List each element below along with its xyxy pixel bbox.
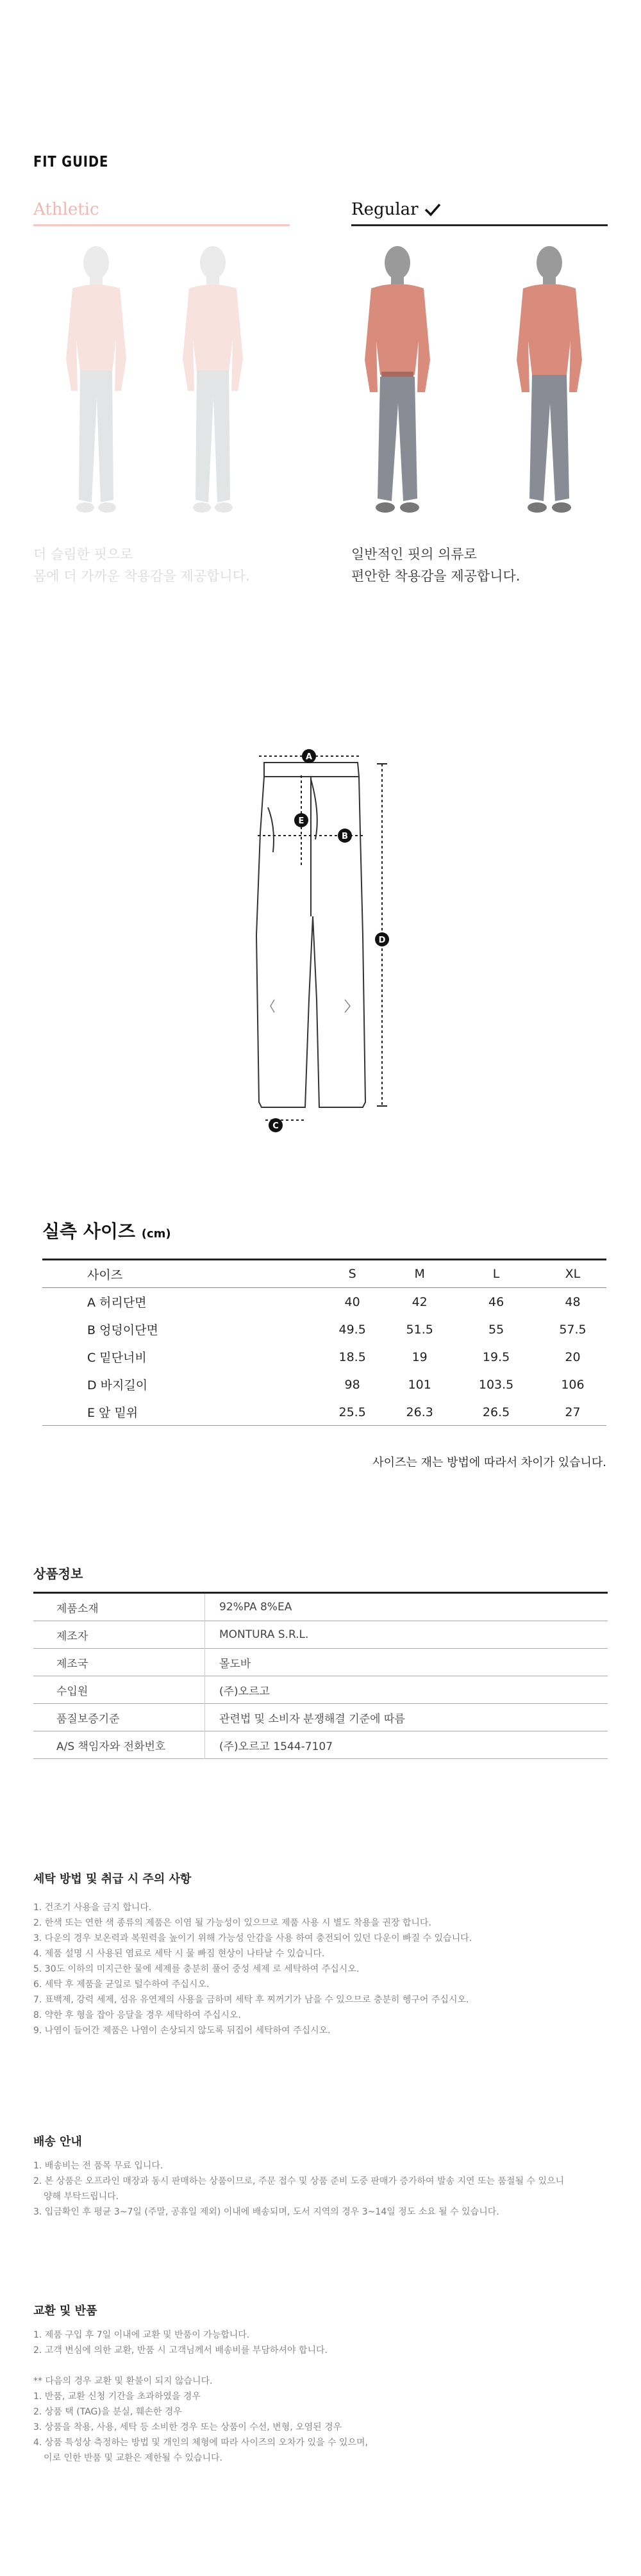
size-header-cell: XL (539, 1260, 606, 1288)
size-header-cell: M (386, 1260, 453, 1288)
list-item: 7. 표백제, 강력 세제, 섬유 유연제의 사용을 금하며 세탁 후 찌꺼기가 남을 수 있으므로 충분히 헹구어 주십시오. (33, 1995, 469, 2005)
info-value: MONTURA S.R.L. (205, 1621, 608, 1649)
pants-measurement-diagram (237, 743, 410, 1147)
list-item: 5. 30도 이하의 미지근한 물에 세제를 충분히 풀어 중성 세제 로 세탁하여 주십시오. (33, 1964, 360, 1974)
list-item: 2. 한색 또는 연한 색 종류의 제품은 이염 될 가능성이 있으므로 제품 사용 시 별도 착용을 권장 합니다. (33, 1918, 431, 1928)
list-item: 2. 고객 변심에 의한 교환, 반품 시 고객님께서 배송비를 부담하셔야 합니다. (33, 2345, 328, 2356)
athletic-description (33, 543, 250, 587)
info-key: 수입원 (56, 1685, 88, 1698)
table-row (42, 1288, 606, 1316)
list-item: 1. 건조기 사용을 금지 합니다. (33, 1903, 152, 1913)
info-key: 제조국 (56, 1657, 88, 1671)
size-cell: 19.5 (482, 1350, 510, 1364)
info-value: 관련법 및 소비자 분쟁해결 기준에 따름 (205, 1704, 608, 1731)
size-header-cell: 사이즈 (42, 1260, 319, 1288)
size-cell: 49.5 (338, 1322, 366, 1337)
product-info-table (33, 1592, 608, 1759)
size-cell: 18.5 (338, 1350, 366, 1364)
info-value: 92%PA 8%EA (205, 1593, 608, 1621)
table-row (42, 1398, 606, 1426)
list-item: 3. 상품을 착용, 사용, 세탁 등 소비한 경우 또는 상품이 수선, 변형, 오염된 경우 (33, 2422, 342, 2432)
size-cell: 26.5 (453, 1398, 539, 1426)
size-cell: 20 (565, 1350, 581, 1364)
list-item: 2. 상품 택 (TAG)을 분실, 훼손한 경우 (33, 2407, 182, 2417)
size-cell: D 바지길이 (87, 1378, 148, 1392)
table-row (33, 1676, 608, 1704)
list-item: 8. 약한 후 형을 잡아 응달을 경우 세탁하여 주십시오. (33, 2010, 241, 2020)
exchange-list (33, 2327, 368, 2466)
table-row (33, 1731, 608, 1759)
size-cell: 25.5 (319, 1398, 386, 1426)
list-item: 1. 제품 구입 후 7일 이내에 교환 및 반품이 가능합니다. (33, 2330, 250, 2340)
athletic-label: Athletic (33, 200, 99, 219)
list-item: 3. 입금확인 후 평균 3~7일 (주말, 공휴일 제외) 이내에 배송되며, 도서 지역의 경우 3~14일 정도 소요 될 수 있습니다. (33, 2207, 499, 2217)
size-cell: 106 (561, 1377, 585, 1392)
size-unit: (cm) (141, 1227, 171, 1241)
checkmark-icon (424, 202, 442, 217)
regular-figure-front (356, 244, 439, 519)
regular-label: Regular (351, 200, 419, 219)
fit-guide-title: FIT GUIDE (33, 154, 109, 170)
table-row (42, 1343, 606, 1371)
size-cell: E 앞 밑위 (42, 1398, 319, 1426)
athletic-figure-back (171, 244, 254, 519)
size-cell: 26.3 (386, 1398, 453, 1426)
marker-a: A (305, 752, 313, 762)
info-key: 제품소재 (56, 1602, 99, 1615)
size-cell: 57.5 (559, 1322, 587, 1337)
info-value: 몰도바 (205, 1649, 608, 1676)
list-item: 4. 제품 설명 시 사용된 염료로 세탁 시 물 빠짐 현상이 나타날 수 있습니다. (33, 1949, 325, 1959)
info-key: 품질보증기준 (56, 1712, 120, 1726)
marker-b: B (342, 832, 348, 841)
table-row (33, 1593, 608, 1621)
regular-divider (351, 224, 608, 226)
list-item: 이로 인한 반품 및 교환은 제한될 수 있습니다. (44, 2453, 223, 2463)
info-key: A/S 책임자와 전화번호 (56, 1740, 166, 1753)
list-item: 1. 반품, 교환 신청 기간을 초과하였을 경우 (33, 2391, 201, 2402)
regular-description (351, 543, 520, 587)
size-cell: 55 (488, 1322, 504, 1337)
size-cell: 42 (412, 1294, 428, 1309)
list-item (33, 2358, 368, 2374)
size-cell: 98 (344, 1377, 360, 1392)
exchange-title: 교환 및 반품 (33, 2304, 97, 2318)
marker-e: E (298, 816, 304, 826)
size-cell: C 밑단너비 (87, 1351, 147, 1365)
delivery-title: 배송 안내 (33, 2135, 82, 2149)
size-note: 사이즈는 재는 방법에 따라서 차이가 있습니다. (372, 1456, 606, 1469)
size-cell: 19 (412, 1350, 428, 1364)
regular-heading (351, 200, 442, 219)
washing-list (33, 1900, 472, 2038)
list-item: 4. 상품 특성상 측정하는 방법 및 개인의 체형에 따라 사이즈의 오차가 있을 수 있으며, (33, 2438, 368, 2448)
size-cell: A 허리단면 (87, 1296, 147, 1310)
athletic-desc-line: 더 슬림한 핏으로 (33, 547, 133, 562)
info-value: (주)오르고 1544-7107 (205, 1731, 608, 1759)
marker-d: D (378, 936, 386, 945)
size-cell: 101 (408, 1377, 431, 1392)
diagram-markers (269, 749, 389, 1132)
size-table-title (42, 1218, 171, 1243)
list-item: ** 다음의 경우 교환 및 환불이 되지 않습니다. (33, 2376, 213, 2386)
size-cell: 48 (565, 1294, 581, 1309)
size-cell: B 엉덩이단면 (87, 1323, 158, 1337)
product-info-title: 상품정보 (33, 1566, 83, 1581)
size-header-cell: L (453, 1260, 539, 1288)
marker-c: C (272, 1121, 279, 1131)
table-row (33, 1704, 608, 1731)
list-item: 9. 나염이 들어간 제품은 나염이 손상되지 않도록 뒤집어 세탁하여 주십시오. (33, 2026, 331, 2036)
size-cell: 27 (539, 1398, 606, 1426)
list-item: 2. 본 상품은 오프라인 매장과 동시 판매하는 상품이므로, 주문 접수 및 상품 준비 도중 판매가 증가하여 발송 지연 또는 품절될 수 있으니 (33, 2176, 565, 2186)
regular-desc-line: 일반적인 핏의 의류로 (351, 547, 477, 562)
table-row (42, 1316, 606, 1343)
athletic-divider (33, 224, 290, 226)
list-item: 양해 부탁드립니다. (44, 2192, 119, 2202)
washing-title: 세탁 방법 및 취급 시 주의 사항 (33, 1872, 192, 1886)
size-cell: 46 (488, 1294, 504, 1309)
table-row (42, 1371, 606, 1398)
size-cell: 103.5 (478, 1377, 514, 1392)
delivery-list (33, 2158, 564, 2220)
list-item: 6. 세탁 후 제품을 균일로 털수하여 주십시오. (33, 1979, 210, 1990)
size-cell: 40 (344, 1294, 360, 1309)
list-item: 3. 다운의 경우 보온력과 복원력을 높이기 위해 가능성 안감을 사용 하여 충전되어 있던 다운이 빠질 수 있습니다. (33, 1933, 472, 1944)
athletic-desc-line: 몸에 더 가까운 착용감을 제공합니다. (33, 568, 250, 584)
size-header-cell: S (319, 1260, 386, 1288)
size-cell: 51.5 (406, 1322, 433, 1337)
table-row (33, 1649, 608, 1676)
athletic-figure-front (54, 244, 138, 519)
info-key: 제조자 (56, 1630, 88, 1643)
size-table (42, 1259, 606, 1426)
regular-figure-back (508, 244, 591, 519)
size-title-text: 실측 사이즈 (42, 1221, 135, 1242)
table-row (33, 1621, 608, 1649)
size-table-header (42, 1260, 606, 1288)
list-item: 1. 배송비는 전 품목 무료 입니다. (33, 2161, 163, 2171)
info-value: (주)오르고 (205, 1676, 608, 1704)
regular-desc-line: 편안한 착용감을 제공합니다. (351, 568, 520, 584)
